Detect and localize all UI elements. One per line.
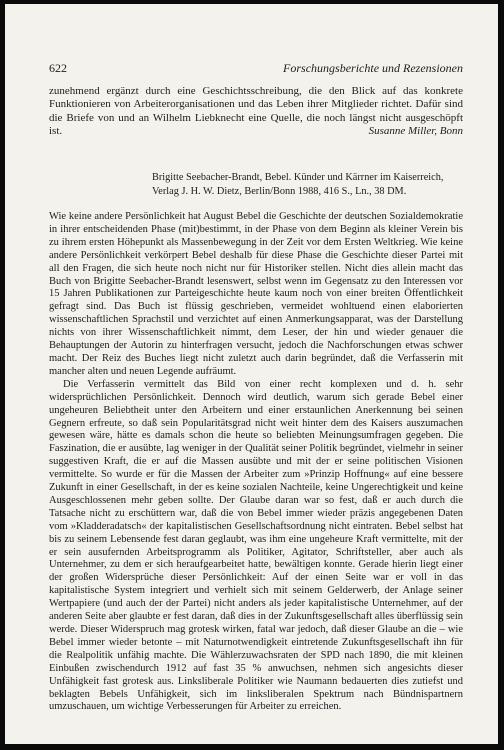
review-body	[49, 211, 463, 714]
review-paragraph: Wie keine andere Persönlichkeit hat August Bebel die Geschichte der deutschen Sozialdemokratie in ihrer entscheidenden Phase (mit)bestimmt, in der Phase von dem Beginn als kleiner Verein bis zu ihrem ersten Höhepunkt als Massenbewegung in der Zeit vor dem Ersten Weltkrieg. Wie keine andere Persönlichkeit verkörpert Bebel deshalb für diese Phase die Geschichte dieser Partei mit all den Fragen, die sich heute noch nicht nur für Historiker stellen. Nicht dies allein macht das Buch von Brigitte Seebacher-Brandt lesenswert, selbst wenn im Gegensatz zu den Interessen vor 15 Jahren Publikationen zur Parteigeschichte heute kaum noch von einer breiten Öffentlichkeit gefragt sind. Das Buch ist flüssig geschrieben, vermeidet wohltuend einen elaborierten wissenschaftlichen Sprachstil und verzichtet auf einen Anmerkungsapparat, was der Darstellung nichts von ihrer Wissenschaftlichkeit nimmt, dem Leser, der hin und wieder genauer die Behauptungen der Autorin zu hinterfragen versucht, jedoch die Nachforschungen etwas schwer macht. Der Reiz des Buches liegt nicht zuletzt auch darin begründet, daß die Verfasserin mit mancher alten und neuen Legende aufräumt.	[49, 211, 463, 377]
book-page	[5, 4, 498, 744]
running-title: Forschungsberichte und Rezensionen	[283, 61, 463, 75]
review-paragraph: Die Verfasserin vermittelt das Bild von einer recht komplexen und d. h. sehr widersprüchlichen Persönlichkeit. Dennoch wird deutlich, warum sich gerade Bebel einer ungeheuren Beliebtheit unter den Arbeitern und einer erstaunlichen Anerkennung bei seinen Gegnern erfreute, so daß sein Popularitätsgrad nicht weit hinter dem des Kaisers auszumachen gewesen wäre, hätte es damals schon die heute so beliebten Meinungsumfragen gegeben. Die Faszination, die er ausübte, lag weniger in der Qualität seiner Politik begründet, vielmehr in seiner suggestiven Kraft, die er auf die Massen ausübte und mit der er seine politischen Visionen vermittelte. So wurde er für die Massen der Arbeiter zum »Prinzip Hoffnung« auf eine bessere Zukunft in einer Gesellschaft, in der es keine sozialen Nachteile, keine Ungerechtigkeit und keine Ausgeschlossenen mehr geben sollte. Der Glaube daran war so fest, daß er auch durch die Tatsache nicht zu erschüttern war, daß die von Bebel immer wieder präzis angegebenen Daten vom »Kladderadatsch« der kapitalistischen Gesellschaftsordnung nicht eintraten. Bebel selbst hat bis zu seinem Lebensende fest daran geglaubt, was ihm eine ungeheure Kraft vermittelte, mit der er sein ausufernden Arbeitsprogramm als Politiker, Agitator, Schriftsteller, aber auch als Unternehmer, zu dem er sich heraufgearbeitet hatte, bewältigen konnte. Gerade hierin liegt einer der großen Widersprüche dieser Persönlichkeit: Auf der einen Seite war er voll in das kapitalistische System integriert und verhielt sich mit seinem Gelderwerb, der Anlage seiner Wertpapiere (und auch der der Partei) nicht anders als jeder kapitalistische Unternehmer, auf der anderen Seite aber glaubte er fest daran, daß dies in der Zukunftsgesellschaft alles überflüssig sein werde. Dieser Widerspruch mag grotesk wirken, fatal war jedoch, daß dieser Glaube an die – wie Bebel immer wieder betonte – mit Naturnotwendigkeit eintretende Zukunftsgesellschaft ihn für die Realpolitik unfähig machte. Die Wählerzuwachsraten der SPD nach 1890, die mit kleinen Einbußen zwischendurch 1912 auf fast 35 % anwuchsen, nehmen sich angesichts dieser Unfähigkeit fast grotesk aus. Linksliberale Politiker wie Naumann bedauerten dies zutiefst und beklagten Bebels Unfähigkeit, sich im linksliberalen Spektrum nach Bündnispartnern umzuschauen, um wichtige Verbesserungen für Arbeiter zu erreichen.	[49, 378, 463, 713]
book-reference: Brigitte Seebacher-Brandt, Bebel. Künder und Kärrner im Kaiserreich, Verlag J. H. W. Dietz, Berlin/Bonn 1988, 416 S., Ln., 38 DM.	[152, 172, 444, 197]
previous-review-text: zunehmend ergänzt durch eine Geschichtsschreibung, die den Blick auf das konkrete Funktionieren von Arbeiterorganisationen und das Leben ihrer Mitglieder richtet. Dafür sind die Briefe von und an Wilhelm Liebknecht eine Quelle, die noch längst nicht ausgeschöpft ist.	[49, 85, 463, 137]
previous-review-ending	[49, 85, 463, 138]
page-number: 622	[49, 61, 67, 75]
reviewer-signature: Susanne Miller, Bonn	[368, 124, 463, 137]
